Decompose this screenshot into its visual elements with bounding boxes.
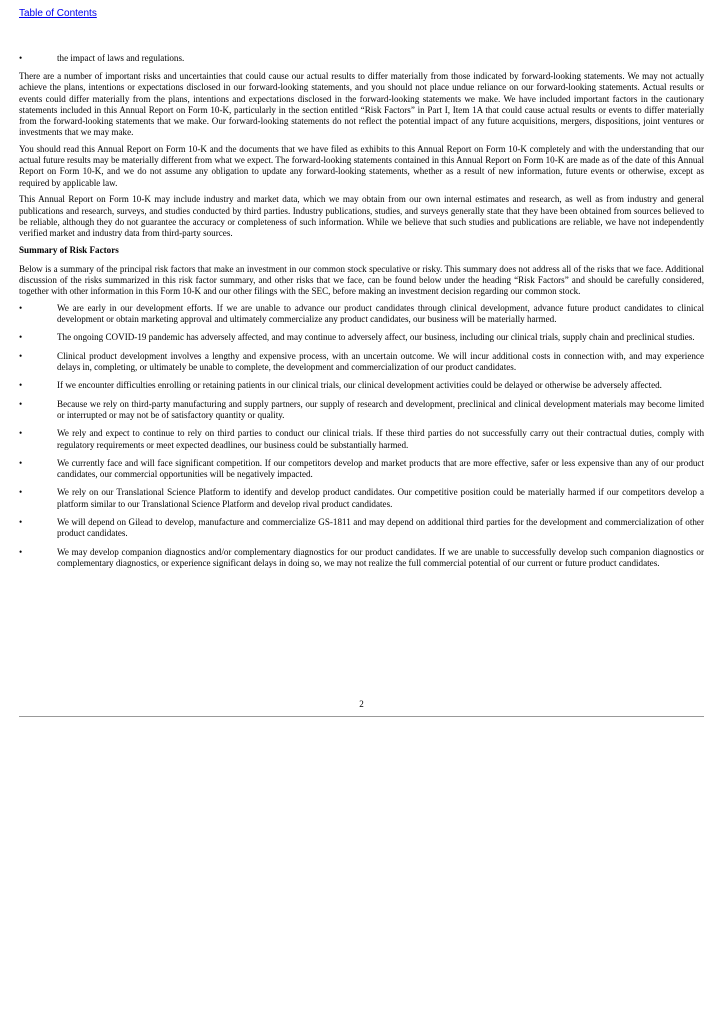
page-divider	[19, 716, 704, 717]
risk-factor-text: We are early in our development efforts. If we are unable to advance our product candidates through clinical development, advance future product candidates to clinical development or obtain marketing approval and ultimately commercialize any product candidates, our business will be materially harmed.	[57, 302, 704, 324]
risk-factor-text: If we encounter difficulties enrolling or retaining patients in our clinical trials, our clinical development activities could be delayed or otherwise be adversely affected.	[57, 380, 662, 391]
risk-factor-text: We rely and expect to continue to rely on third parties to conduct our clinical trials. If these third parties do not successfully carry out their contractual duties, comply with regulatory requirements or meet expected deadlines, our business could be substantially harmed.	[57, 428, 704, 450]
bullet-icon: •	[19, 302, 23, 313]
risk-factor-text: We rely on our Translational Science Platform to identify and develop product candidates. Our competitive position could be materially harmed if our competitors develop a platform similar to our Translational Science Platform and develop rival product candidates.	[57, 487, 704, 509]
risk-factor-text: The ongoing COVID-19 pandemic has adversely affected, and may continue to adversely affect, our business, including our clinical trials, supply chain and preclinical studies.	[57, 332, 695, 343]
bullet-icon: •	[19, 428, 23, 439]
list-item	[19, 517, 704, 539]
risk-factor-text: Because we rely on third-party manufacturing and supply partners, our supply of research and development, preclinical and clinical development materials may become limited or interrupted or may not be of satisfactory quantity or quality.	[57, 398, 704, 420]
bullet-icon: •	[19, 517, 23, 528]
risk-factor-list	[19, 303, 704, 569]
summary-intro-paragraph: Below is a summary of the principal risk factors that make an investment in our common stock speculative or risky. This summary does not address all of the risks that we face. Additional discussion of the risks summarized in this risk factor summary, and other risks that we face, can be found below under the heading “Risk Factors” and should be carefully considered, together with other information in this Form 10-K and our other filings with the SEC, before making an investment decision regarding our common stock.	[19, 263, 704, 296]
list-item	[19, 351, 704, 373]
list-item	[19, 399, 704, 421]
bullet-icon: •	[19, 350, 23, 361]
paragraph-risks-uncertainties: There are a number of important risks and uncertainties that could cause our actual results to differ materially from those indicated by forward-looking statements. We may not actually achieve the plans, intentions or expectations disclosed in our forward-looking statements, and you should not place undue reliance on our forward-looking statements. Actual results or events could differ materially from the plans, intentions and expectations disclosed in the forward-looking statements we make. We have included important factors in the cautionary statements included in this Annual Report on Form 10-K, particularly in the section entitled “Risk Factors” in Part I, Item 1A that could cause actual results or events to differ materially from the forward-looking statements that we make. Our forward-looking statements do not reflect the potential impact of any future acquisitions, mergers, dispositions, joint ventures or investments that we may make.	[19, 71, 704, 138]
risk-factor-text: We will depend on Gilead to develop, manufacture and commercialize GS-1811 and may depend on additional third parties for the development and commercialization of other product candidates.	[57, 517, 704, 539]
page-content	[19, 53, 704, 576]
list-item	[19, 487, 704, 509]
bullet-icon: •	[19, 487, 23, 498]
list-item	[19, 547, 704, 569]
risk-factor-text: We may develop companion diagnostics and/or complementary diagnostics for our product candidates. If we are unable to successfully develop such companion diagnostics or complementary diagnostics, or experience significant delays in doing so, we may not realize the full commercial potential of our current or future product candidates.	[57, 546, 704, 568]
list-item	[19, 332, 704, 343]
bullet-icon: •	[19, 546, 23, 557]
intro-bullet-item	[19, 53, 704, 64]
list-item	[19, 380, 704, 391]
list-item	[19, 458, 704, 480]
bullet-icon: •	[19, 457, 23, 468]
bullet-icon: •	[19, 398, 23, 409]
summary-risk-factors-heading: Summary of Risk Factors	[19, 244, 119, 255]
bullet-icon: •	[19, 53, 23, 63]
risk-factor-text: Clinical product development involves a lengthy and expensive process, with an uncertain outcome. We will incur additional costs in connection with, and may experience delays in, completing, or ultimately be unable to complete, the development and commercialization of our product candidates.	[57, 350, 704, 372]
risk-factor-text: We currently face and will face significant competition. If our competitors develop and market products that are more effective, safer or less expensive than any of our product candidates, our commercial opportunities will be negatively impacted.	[57, 457, 704, 480]
bullet-icon: •	[19, 380, 23, 391]
table-of-contents-link[interactable]: Table of Contents	[19, 8, 97, 19]
paragraph-read-annual-report: You should read this Annual Report on Form 10-K and the documents that we have filed as exhibits to this Annual Report on Form 10-K completely and with the understanding that our actual future results may be materially different from what we expect. The forward-looking statements contained in this Annual Report on Form 10-K are made as of the date of this Annual Report on Form 10-K, and we do not assume any obligation to update any forward-looking statements, whether as a result of new information, future events or otherwise, except as required by applicable law.	[19, 144, 704, 188]
bullet-icon: •	[19, 332, 23, 343]
list-item	[19, 428, 704, 450]
list-item	[19, 303, 704, 325]
page-number: 2	[359, 699, 364, 709]
intro-bullet-text: the impact of laws and regulations.	[57, 53, 185, 63]
paragraph-industry-market-data: This Annual Report on Form 10-K may include industry and market data, which we may obtain from our own internal estimates and research, as well as from industry and general publications and research, surveys, and studies conducted by third parties. Industry publications, studies, and surveys generally state that they have been obtained from sources believed to be reliable, although they do not guarantee the accuracy or completeness of such information. While we believe that such studies and publications are reliable, we have not independently verified market and industry data from third-party sources.	[19, 194, 704, 239]
